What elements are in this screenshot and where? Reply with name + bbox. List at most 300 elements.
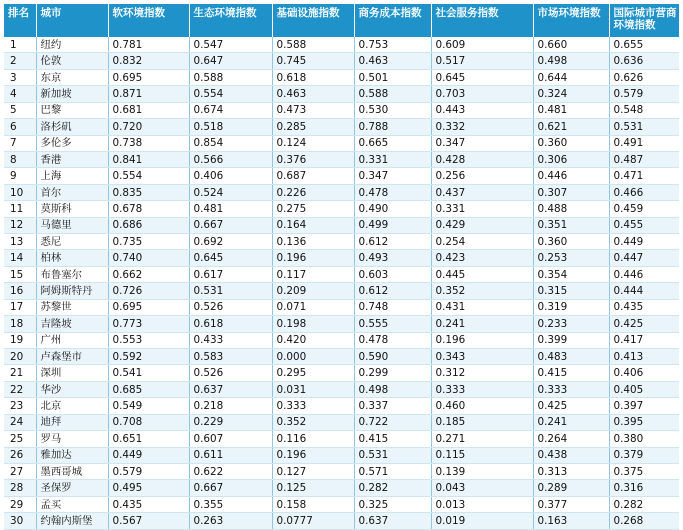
cell-market-environment: 0.333: [533, 381, 609, 397]
cell-infrastructure: 0.164: [272, 217, 354, 233]
cell-city: 多伦多: [36, 135, 108, 151]
cell-business-cost: 0.325: [354, 496, 431, 512]
cell-business-environment-index: 0.435: [609, 299, 679, 315]
header-rank: 排名: [4, 4, 36, 37]
cell-business-cost: 0.612: [354, 283, 431, 299]
cell-soft-environment: 0.841: [108, 151, 189, 167]
cell-infrastructure: 0.463: [272, 86, 354, 102]
table-row: [4, 365, 679, 381]
cell-infrastructure: 0.588: [272, 37, 354, 53]
cell-social-service: 0.445: [431, 266, 533, 282]
cell-rank: 19: [4, 332, 36, 348]
cell-ecological-environment: 0.566: [189, 151, 272, 167]
header-infrastructure: 基础设施指数: [272, 4, 354, 37]
cell-ecological-environment: 0.667: [189, 217, 272, 233]
cell-ecological-environment: 0.355: [189, 496, 272, 512]
cell-rank: 29: [4, 496, 36, 512]
cell-infrastructure: 0.000: [272, 349, 354, 365]
cell-soft-environment: 0.579: [108, 463, 189, 479]
cell-soft-environment: 0.495: [108, 480, 189, 496]
cell-social-service: 0.139: [431, 463, 533, 479]
cell-city: 罗马: [36, 431, 108, 447]
cell-social-service: 0.254: [431, 234, 533, 250]
cell-infrastructure: 0.125: [272, 480, 354, 496]
cell-business-cost: 0.331: [354, 151, 431, 167]
cell-rank: 24: [4, 414, 36, 430]
cell-market-environment: 0.438: [533, 447, 609, 463]
cell-ecological-environment: 0.481: [189, 201, 272, 217]
cell-ecological-environment: 0.524: [189, 184, 272, 200]
cell-business-cost: 0.337: [354, 398, 431, 414]
cell-market-environment: 0.425: [533, 398, 609, 414]
cell-ecological-environment: 0.692: [189, 234, 272, 250]
cell-business-environment-index: 0.380: [609, 431, 679, 447]
table-row: [4, 398, 679, 414]
cell-rank: 25: [4, 431, 36, 447]
cell-social-service: 0.517: [431, 53, 533, 69]
cell-market-environment: 0.446: [533, 168, 609, 184]
cell-business-cost: 0.665: [354, 135, 431, 151]
cell-ecological-environment: 0.554: [189, 86, 272, 102]
cell-business-environment-index: 0.395: [609, 414, 679, 430]
cell-market-environment: 0.399: [533, 332, 609, 348]
cell-rank: 7: [4, 135, 36, 151]
cell-infrastructure: 0.0777: [272, 513, 354, 529]
cell-social-service: 0.333: [431, 381, 533, 397]
cell-soft-environment: 0.685: [108, 381, 189, 397]
cell-market-environment: 0.481: [533, 102, 609, 118]
cell-ecological-environment: 0.611: [189, 447, 272, 463]
cell-soft-environment: 0.681: [108, 102, 189, 118]
table-row: [4, 431, 679, 447]
cell-city: 华沙: [36, 381, 108, 397]
cell-social-service: 0.645: [431, 69, 533, 85]
cell-ecological-environment: 0.607: [189, 431, 272, 447]
cell-rank: 27: [4, 463, 36, 479]
cell-market-environment: 0.351: [533, 217, 609, 233]
cell-business-environment-index: 0.471: [609, 168, 679, 184]
cell-city: 吉隆坡: [36, 316, 108, 332]
cell-business-cost: 0.493: [354, 250, 431, 266]
cell-soft-environment: 0.735: [108, 234, 189, 250]
table-body: [4, 37, 679, 529]
cell-ecological-environment: 0.263: [189, 513, 272, 529]
table-row: [4, 332, 679, 348]
cell-market-environment: 0.163: [533, 513, 609, 529]
cell-infrastructure: 0.285: [272, 119, 354, 135]
cell-social-service: 0.352: [431, 283, 533, 299]
table-row: [4, 414, 679, 430]
cell-ecological-environment: 0.583: [189, 349, 272, 365]
cell-soft-environment: 0.740: [108, 250, 189, 266]
cell-city: 孟买: [36, 496, 108, 512]
table-row: [4, 496, 679, 512]
cell-business-environment-index: 0.417: [609, 332, 679, 348]
cell-soft-environment: 0.435: [108, 496, 189, 512]
cell-social-service: 0.347: [431, 135, 533, 151]
cell-market-environment: 0.360: [533, 135, 609, 151]
cell-social-service: 0.460: [431, 398, 533, 414]
cell-ecological-environment: 0.622: [189, 463, 272, 479]
cell-soft-environment: 0.708: [108, 414, 189, 430]
cell-business-cost: 0.499: [354, 217, 431, 233]
cell-ecological-environment: 0.647: [189, 53, 272, 69]
header-business-environment-index: 国际城市营商环境指数: [609, 4, 679, 37]
cell-business-environment-index: 0.444: [609, 283, 679, 299]
cell-city: 悉尼: [36, 234, 108, 250]
cell-social-service: 0.013: [431, 496, 533, 512]
cell-business-cost: 0.753: [354, 37, 431, 53]
cell-business-environment-index: 0.425: [609, 316, 679, 332]
cell-rank: 14: [4, 250, 36, 266]
cell-market-environment: 0.315: [533, 283, 609, 299]
cell-market-environment: 0.360: [533, 234, 609, 250]
cell-rank: 28: [4, 480, 36, 496]
cell-soft-environment: 0.592: [108, 349, 189, 365]
cell-business-cost: 0.478: [354, 184, 431, 200]
cell-market-environment: 0.253: [533, 250, 609, 266]
cell-city: 圣保罗: [36, 480, 108, 496]
cell-soft-environment: 0.773: [108, 316, 189, 332]
cell-infrastructure: 0.473: [272, 102, 354, 118]
cell-city: 香港: [36, 151, 108, 167]
cell-rank: 5: [4, 102, 36, 118]
cell-soft-environment: 0.835: [108, 184, 189, 200]
cell-ecological-environment: 0.518: [189, 119, 272, 135]
cell-soft-environment: 0.695: [108, 69, 189, 85]
cell-infrastructure: 0.209: [272, 283, 354, 299]
cell-business-cost: 0.555: [354, 316, 431, 332]
cell-market-environment: 0.354: [533, 266, 609, 282]
cell-rank: 6: [4, 119, 36, 135]
cell-city: 北京: [36, 398, 108, 414]
ranking-table: [4, 4, 679, 530]
cell-business-cost: 0.501: [354, 69, 431, 85]
cell-business-environment-index: 0.531: [609, 119, 679, 135]
cell-city: 约翰内斯堡: [36, 513, 108, 529]
cell-social-service: 0.437: [431, 184, 533, 200]
cell-ecological-environment: 0.674: [189, 102, 272, 118]
cell-business-environment-index: 0.548: [609, 102, 679, 118]
cell-infrastructure: 0.117: [272, 266, 354, 282]
cell-soft-environment: 0.686: [108, 217, 189, 233]
header-row: [4, 4, 679, 37]
cell-city: 广州: [36, 332, 108, 348]
cell-soft-environment: 0.549: [108, 398, 189, 414]
cell-social-service: 0.185: [431, 414, 533, 430]
cell-ecological-environment: 0.526: [189, 365, 272, 381]
cell-market-environment: 0.306: [533, 151, 609, 167]
cell-city: 雅加达: [36, 447, 108, 463]
table-row: [4, 480, 679, 496]
cell-ecological-environment: 0.637: [189, 381, 272, 397]
cell-social-service: 0.609: [431, 37, 533, 53]
cell-city: 卢森堡市: [36, 349, 108, 365]
cell-business-environment-index: 0.636: [609, 53, 679, 69]
cell-rank: 21: [4, 365, 36, 381]
ranking-table-container: [4, 4, 679, 527]
cell-city: 马德里: [36, 217, 108, 233]
cell-rank: 15: [4, 266, 36, 282]
cell-rank: 13: [4, 234, 36, 250]
cell-social-service: 0.271: [431, 431, 533, 447]
cell-social-service: 0.331: [431, 201, 533, 217]
cell-market-environment: 0.621: [533, 119, 609, 135]
cell-market-environment: 0.660: [533, 37, 609, 53]
cell-business-cost: 0.478: [354, 332, 431, 348]
table-row: [4, 250, 679, 266]
cell-business-cost: 0.299: [354, 365, 431, 381]
cell-business-cost: 0.530: [354, 102, 431, 118]
cell-social-service: 0.703: [431, 86, 533, 102]
cell-market-environment: 0.498: [533, 53, 609, 69]
cell-infrastructure: 0.196: [272, 447, 354, 463]
table-row: [4, 234, 679, 250]
cell-soft-environment: 0.554: [108, 168, 189, 184]
cell-infrastructure: 0.295: [272, 365, 354, 381]
cell-soft-environment: 0.449: [108, 447, 189, 463]
cell-business-environment-index: 0.459: [609, 201, 679, 217]
cell-social-service: 0.332: [431, 119, 533, 135]
cell-soft-environment: 0.567: [108, 513, 189, 529]
cell-market-environment: 0.415: [533, 365, 609, 381]
cell-business-environment-index: 0.446: [609, 266, 679, 282]
cell-city: 布鲁塞尔: [36, 266, 108, 282]
cell-rank: 9: [4, 168, 36, 184]
cell-market-environment: 0.324: [533, 86, 609, 102]
cell-city: 莫斯科: [36, 201, 108, 217]
cell-ecological-environment: 0.406: [189, 168, 272, 184]
cell-social-service: 0.241: [431, 316, 533, 332]
header-business-cost: 商务成本指数: [354, 4, 431, 37]
cell-rank: 22: [4, 381, 36, 397]
header-city: 城市: [36, 4, 108, 37]
table-row: [4, 381, 679, 397]
table-row: [4, 299, 679, 315]
cell-market-environment: 0.233: [533, 316, 609, 332]
cell-soft-environment: 0.738: [108, 135, 189, 151]
cell-business-environment-index: 0.405: [609, 381, 679, 397]
table-row: [4, 86, 679, 102]
cell-infrastructure: 0.116: [272, 431, 354, 447]
cell-city: 上海: [36, 168, 108, 184]
table-row: [4, 349, 679, 365]
cell-rank: 3: [4, 69, 36, 85]
cell-rank: 11: [4, 201, 36, 217]
cell-infrastructure: 0.198: [272, 316, 354, 332]
cell-social-service: 0.343: [431, 349, 533, 365]
table-row: [4, 168, 679, 184]
table-row: [4, 201, 679, 217]
cell-business-environment-index: 0.282: [609, 496, 679, 512]
table-row: [4, 447, 679, 463]
cell-ecological-environment: 0.433: [189, 332, 272, 348]
table-row: [4, 151, 679, 167]
cell-rank: 17: [4, 299, 36, 315]
cell-rank: 4: [4, 86, 36, 102]
cell-infrastructure: 0.275: [272, 201, 354, 217]
cell-business-cost: 0.748: [354, 299, 431, 315]
cell-market-environment: 0.313: [533, 463, 609, 479]
table-row: [4, 102, 679, 118]
cell-soft-environment: 0.662: [108, 266, 189, 282]
cell-rank: 30: [4, 513, 36, 529]
cell-rank: 12: [4, 217, 36, 233]
cell-rank: 23: [4, 398, 36, 414]
cell-city: 柏林: [36, 250, 108, 266]
cell-business-cost: 0.590: [354, 349, 431, 365]
table-row: [4, 69, 679, 85]
cell-business-environment-index: 0.579: [609, 86, 679, 102]
cell-social-service: 0.443: [431, 102, 533, 118]
cell-business-cost: 0.415: [354, 431, 431, 447]
cell-infrastructure: 0.687: [272, 168, 354, 184]
cell-infrastructure: 0.124: [272, 135, 354, 151]
cell-business-environment-index: 0.375: [609, 463, 679, 479]
cell-ecological-environment: 0.667: [189, 480, 272, 496]
cell-social-service: 0.115: [431, 447, 533, 463]
cell-market-environment: 0.264: [533, 431, 609, 447]
cell-soft-environment: 0.678: [108, 201, 189, 217]
cell-city: 苏黎世: [36, 299, 108, 315]
cell-business-cost: 0.637: [354, 513, 431, 529]
header-soft-environment: 软环境指数: [108, 4, 189, 37]
cell-social-service: 0.428: [431, 151, 533, 167]
cell-market-environment: 0.377: [533, 496, 609, 512]
cell-rank: 18: [4, 316, 36, 332]
cell-business-environment-index: 0.447: [609, 250, 679, 266]
table-row: [4, 53, 679, 69]
cell-city: 阿姆斯特丹: [36, 283, 108, 299]
cell-business-environment-index: 0.491: [609, 135, 679, 151]
cell-rank: 16: [4, 283, 36, 299]
cell-business-cost: 0.788: [354, 119, 431, 135]
cell-ecological-environment: 0.229: [189, 414, 272, 430]
cell-infrastructure: 0.158: [272, 496, 354, 512]
cell-business-cost: 0.347: [354, 168, 431, 184]
cell-social-service: 0.312: [431, 365, 533, 381]
cell-soft-environment: 0.695: [108, 299, 189, 315]
cell-infrastructure: 0.196: [272, 250, 354, 266]
cell-social-service: 0.256: [431, 168, 533, 184]
cell-market-environment: 0.319: [533, 299, 609, 315]
cell-city: 伦敦: [36, 53, 108, 69]
cell-market-environment: 0.644: [533, 69, 609, 85]
cell-city: 深圳: [36, 365, 108, 381]
cell-business-cost: 0.571: [354, 463, 431, 479]
cell-city: 首尔: [36, 184, 108, 200]
cell-business-environment-index: 0.413: [609, 349, 679, 365]
cell-business-cost: 0.612: [354, 234, 431, 250]
cell-business-environment-index: 0.397: [609, 398, 679, 414]
cell-social-service: 0.431: [431, 299, 533, 315]
header-ecological-environment: 生态环境指数: [189, 4, 272, 37]
table-row: [4, 316, 679, 332]
cell-infrastructure: 0.352: [272, 414, 354, 430]
cell-city: 洛杉矶: [36, 119, 108, 135]
cell-city: 迪拜: [36, 414, 108, 430]
cell-rank: 26: [4, 447, 36, 463]
cell-infrastructure: 0.376: [272, 151, 354, 167]
cell-business-environment-index: 0.466: [609, 184, 679, 200]
cell-ecological-environment: 0.526: [189, 299, 272, 315]
cell-rank: 2: [4, 53, 36, 69]
cell-ecological-environment: 0.617: [189, 266, 272, 282]
cell-soft-environment: 0.832: [108, 53, 189, 69]
cell-business-environment-index: 0.379: [609, 447, 679, 463]
cell-business-environment-index: 0.449: [609, 234, 679, 250]
cell-business-environment-index: 0.487: [609, 151, 679, 167]
cell-business-environment-index: 0.406: [609, 365, 679, 381]
cell-soft-environment: 0.781: [108, 37, 189, 53]
cell-market-environment: 0.289: [533, 480, 609, 496]
cell-ecological-environment: 0.645: [189, 250, 272, 266]
cell-business-cost: 0.603: [354, 266, 431, 282]
cell-soft-environment: 0.553: [108, 332, 189, 348]
cell-infrastructure: 0.333: [272, 398, 354, 414]
cell-infrastructure: 0.618: [272, 69, 354, 85]
cell-soft-environment: 0.871: [108, 86, 189, 102]
cell-market-environment: 0.307: [533, 184, 609, 200]
table-row: [4, 513, 679, 529]
cell-city: 巴黎: [36, 102, 108, 118]
cell-business-cost: 0.282: [354, 480, 431, 496]
table-row: [4, 463, 679, 479]
header-market-environment: 市场环境指数: [533, 4, 609, 37]
cell-city: 纽约: [36, 37, 108, 53]
cell-infrastructure: 0.071: [272, 299, 354, 315]
cell-social-service: 0.423: [431, 250, 533, 266]
cell-ecological-environment: 0.588: [189, 69, 272, 85]
cell-city: 新加坡: [36, 86, 108, 102]
cell-city: 墨西哥城: [36, 463, 108, 479]
header-social-service: 社会服务指数: [431, 4, 533, 37]
cell-infrastructure: 0.031: [272, 381, 354, 397]
cell-business-environment-index: 0.268: [609, 513, 679, 529]
cell-infrastructure: 0.136: [272, 234, 354, 250]
cell-rank: 20: [4, 349, 36, 365]
cell-ecological-environment: 0.547: [189, 37, 272, 53]
cell-rank: 1: [4, 37, 36, 53]
cell-social-service: 0.043: [431, 480, 533, 496]
cell-business-cost: 0.463: [354, 53, 431, 69]
cell-infrastructure: 0.226: [272, 184, 354, 200]
cell-ecological-environment: 0.854: [189, 135, 272, 151]
table-row: [4, 119, 679, 135]
cell-ecological-environment: 0.218: [189, 398, 272, 414]
cell-social-service: 0.196: [431, 332, 533, 348]
table-row: [4, 283, 679, 299]
cell-soft-environment: 0.651: [108, 431, 189, 447]
cell-soft-environment: 0.720: [108, 119, 189, 135]
cell-infrastructure: 0.127: [272, 463, 354, 479]
table-row: [4, 184, 679, 200]
cell-market-environment: 0.483: [533, 349, 609, 365]
cell-infrastructure: 0.420: [272, 332, 354, 348]
cell-business-cost: 0.498: [354, 381, 431, 397]
table-row: [4, 217, 679, 233]
cell-business-cost: 0.490: [354, 201, 431, 217]
cell-business-environment-index: 0.455: [609, 217, 679, 233]
cell-business-cost: 0.531: [354, 447, 431, 463]
cell-soft-environment: 0.726: [108, 283, 189, 299]
cell-business-environment-index: 0.655: [609, 37, 679, 53]
table-row: [4, 266, 679, 282]
cell-soft-environment: 0.541: [108, 365, 189, 381]
cell-rank: 10: [4, 184, 36, 200]
table-row: [4, 135, 679, 151]
cell-city: 东京: [36, 69, 108, 85]
